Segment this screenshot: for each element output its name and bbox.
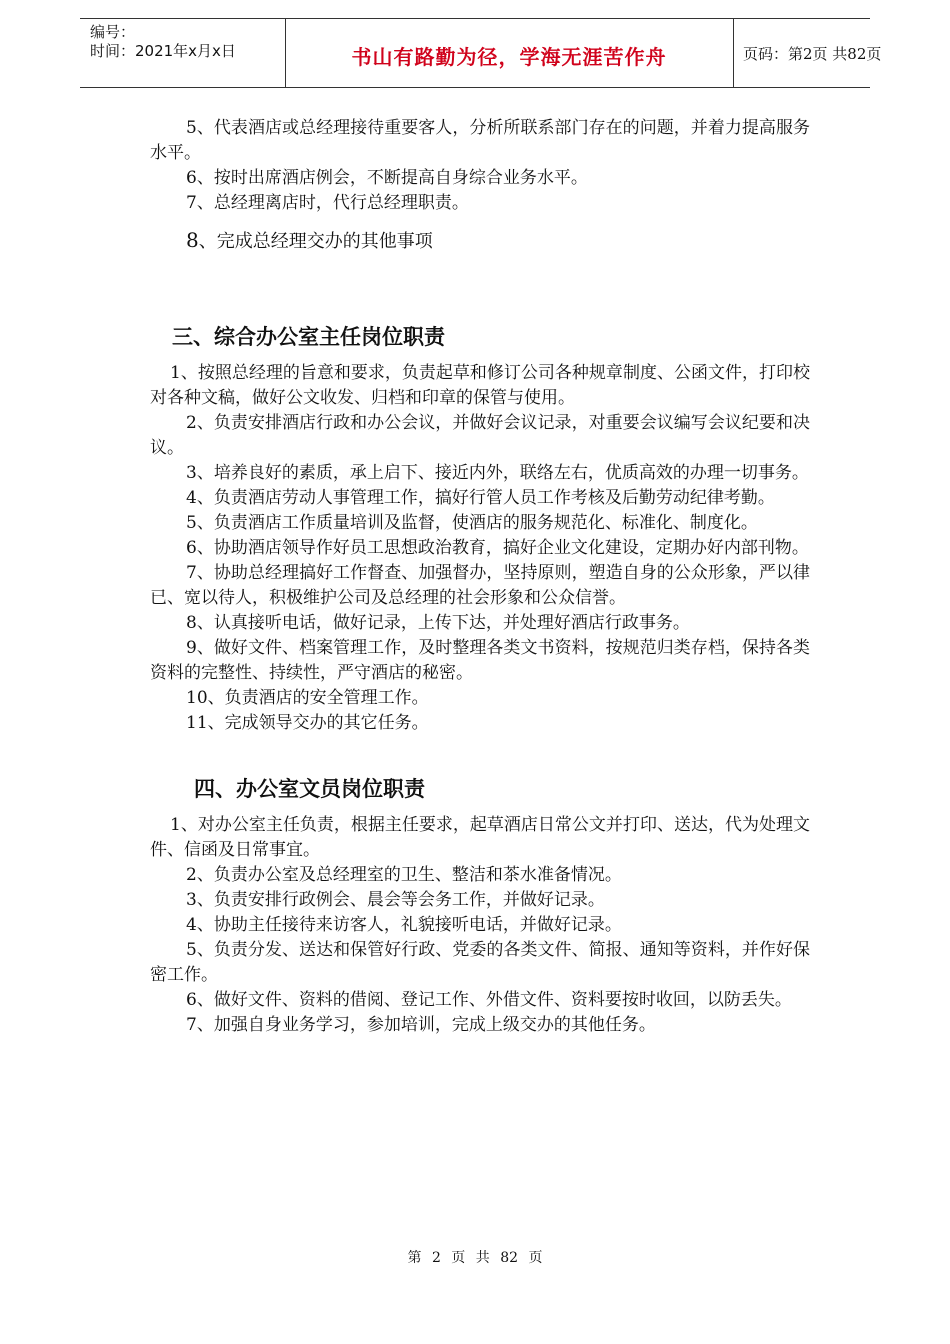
duty-item: 5、负责分发、送达和保管好行政、党委的各类文件、简报、通知等资料，并作好保密工作。 xyxy=(150,940,810,985)
duty-item: 9、做好文件、档案管理工作，及时整理各类文书资料，按规范归类存档，保持各类资料的完整性、持续性，严守酒店的秘密。 xyxy=(150,638,810,683)
duty-item: 1、对办公室主任负责，根据主任要求，起草酒店日常公文并打印、送达，代为处理文件、信函及日常事宜。 xyxy=(150,815,810,860)
page-footer: 第 2 页 共 82 页 xyxy=(407,1250,543,1266)
duty-item: 8、认真接听电话，做好记录，上传下达，并处理好酒店行政事务。 xyxy=(186,613,690,633)
duty-item: 7、总经理离店时，代行总经理职责。 xyxy=(186,193,469,213)
duty-item: 1、按照总经理的旨意和要求，负责起草和修订公司各种规章制度、公函文件，打印校对各种文稿，做好公文收发、归档和印章的保管与使用。 xyxy=(150,363,810,408)
duty-item: 11、完成领导交办的其它任务。 xyxy=(186,713,429,733)
duty-item: 10、负责酒店的安全管理工作。 xyxy=(186,688,429,708)
duty-item: 2、负责办公室及总经理室的卫生、整洁和茶水准备情况。 xyxy=(186,865,622,885)
duty-item: 7、加强自身业务学习，参加培训，完成上级交办的其他任务。 xyxy=(186,1015,656,1035)
section-title: 三、综合办公室主任岗位职责 xyxy=(172,324,445,349)
duty-item: 2、负责安排酒店行政和办公会议，并做好会议记录，对重要会议编写会议纪要和决议。 xyxy=(150,413,810,458)
duty-item: 6、按时出席酒店例会，不断提高自身综合业务水平。 xyxy=(186,168,588,188)
section-3-list xyxy=(150,361,810,736)
duty-item: 6、协助酒店领导作好员工思想政治教育，搞好企业文化建设，定期办好内部刊物。 xyxy=(186,538,809,558)
duty-item: 7、协助总经理搞好工作督查、加强督办，坚持原则，塑造自身的公众形象，严以律已、宽以待人，积极维护公司及总经理的社会形象和公众信誉。 xyxy=(150,563,810,608)
duty-item: 6、做好文件、资料的借阅、登记工作、外借文件、资料要按时收回，以防丢失。 xyxy=(186,990,792,1010)
item-text: 、完成总经理交办的其他事项 xyxy=(198,231,433,252)
section-4-list xyxy=(150,813,810,1038)
document-body xyxy=(150,116,810,1038)
duty-item: 3、培养良好的素质，承上启下、接近内外，联络左右，优质高效的办理一切事务。 xyxy=(186,463,809,483)
duty-item: 5、负责酒店工作质量培训及监督，使酒店的服务规范化、标准化、制度化。 xyxy=(186,513,758,533)
motto: 书山有路勤为径，学海无涯苦作舟 xyxy=(351,45,667,69)
section-title: 四、办公室文员岗位职责 xyxy=(194,776,425,801)
duty-item xyxy=(150,228,810,254)
page-info: 页码：第2页 共82页 xyxy=(743,45,882,63)
duty-item: 4、负责酒店劳动人事管理工作，搞好行管人员工作考核及后勤劳动纪律考勤。 xyxy=(186,488,775,508)
time-label: 时间：2021年x月x日 xyxy=(90,42,236,60)
duty-item: 4、协助主任接待来访客人，礼貌接听电话，并做好记录。 xyxy=(186,915,622,935)
page-header xyxy=(80,18,882,88)
number-label: 编号： xyxy=(90,23,136,41)
header-meta-cell xyxy=(80,19,286,87)
header-page-cell xyxy=(733,19,882,87)
duty-item: 5、代表酒店或总经理接待重要客人，分析所联系部门存在的问题，并着力提高服务水平。 xyxy=(150,118,810,163)
item-number: 8 xyxy=(186,228,199,252)
header-motto-cell xyxy=(285,19,734,87)
duty-item: 3、负责安排行政例会、晨会等会务工作，并做好记录。 xyxy=(186,890,605,910)
